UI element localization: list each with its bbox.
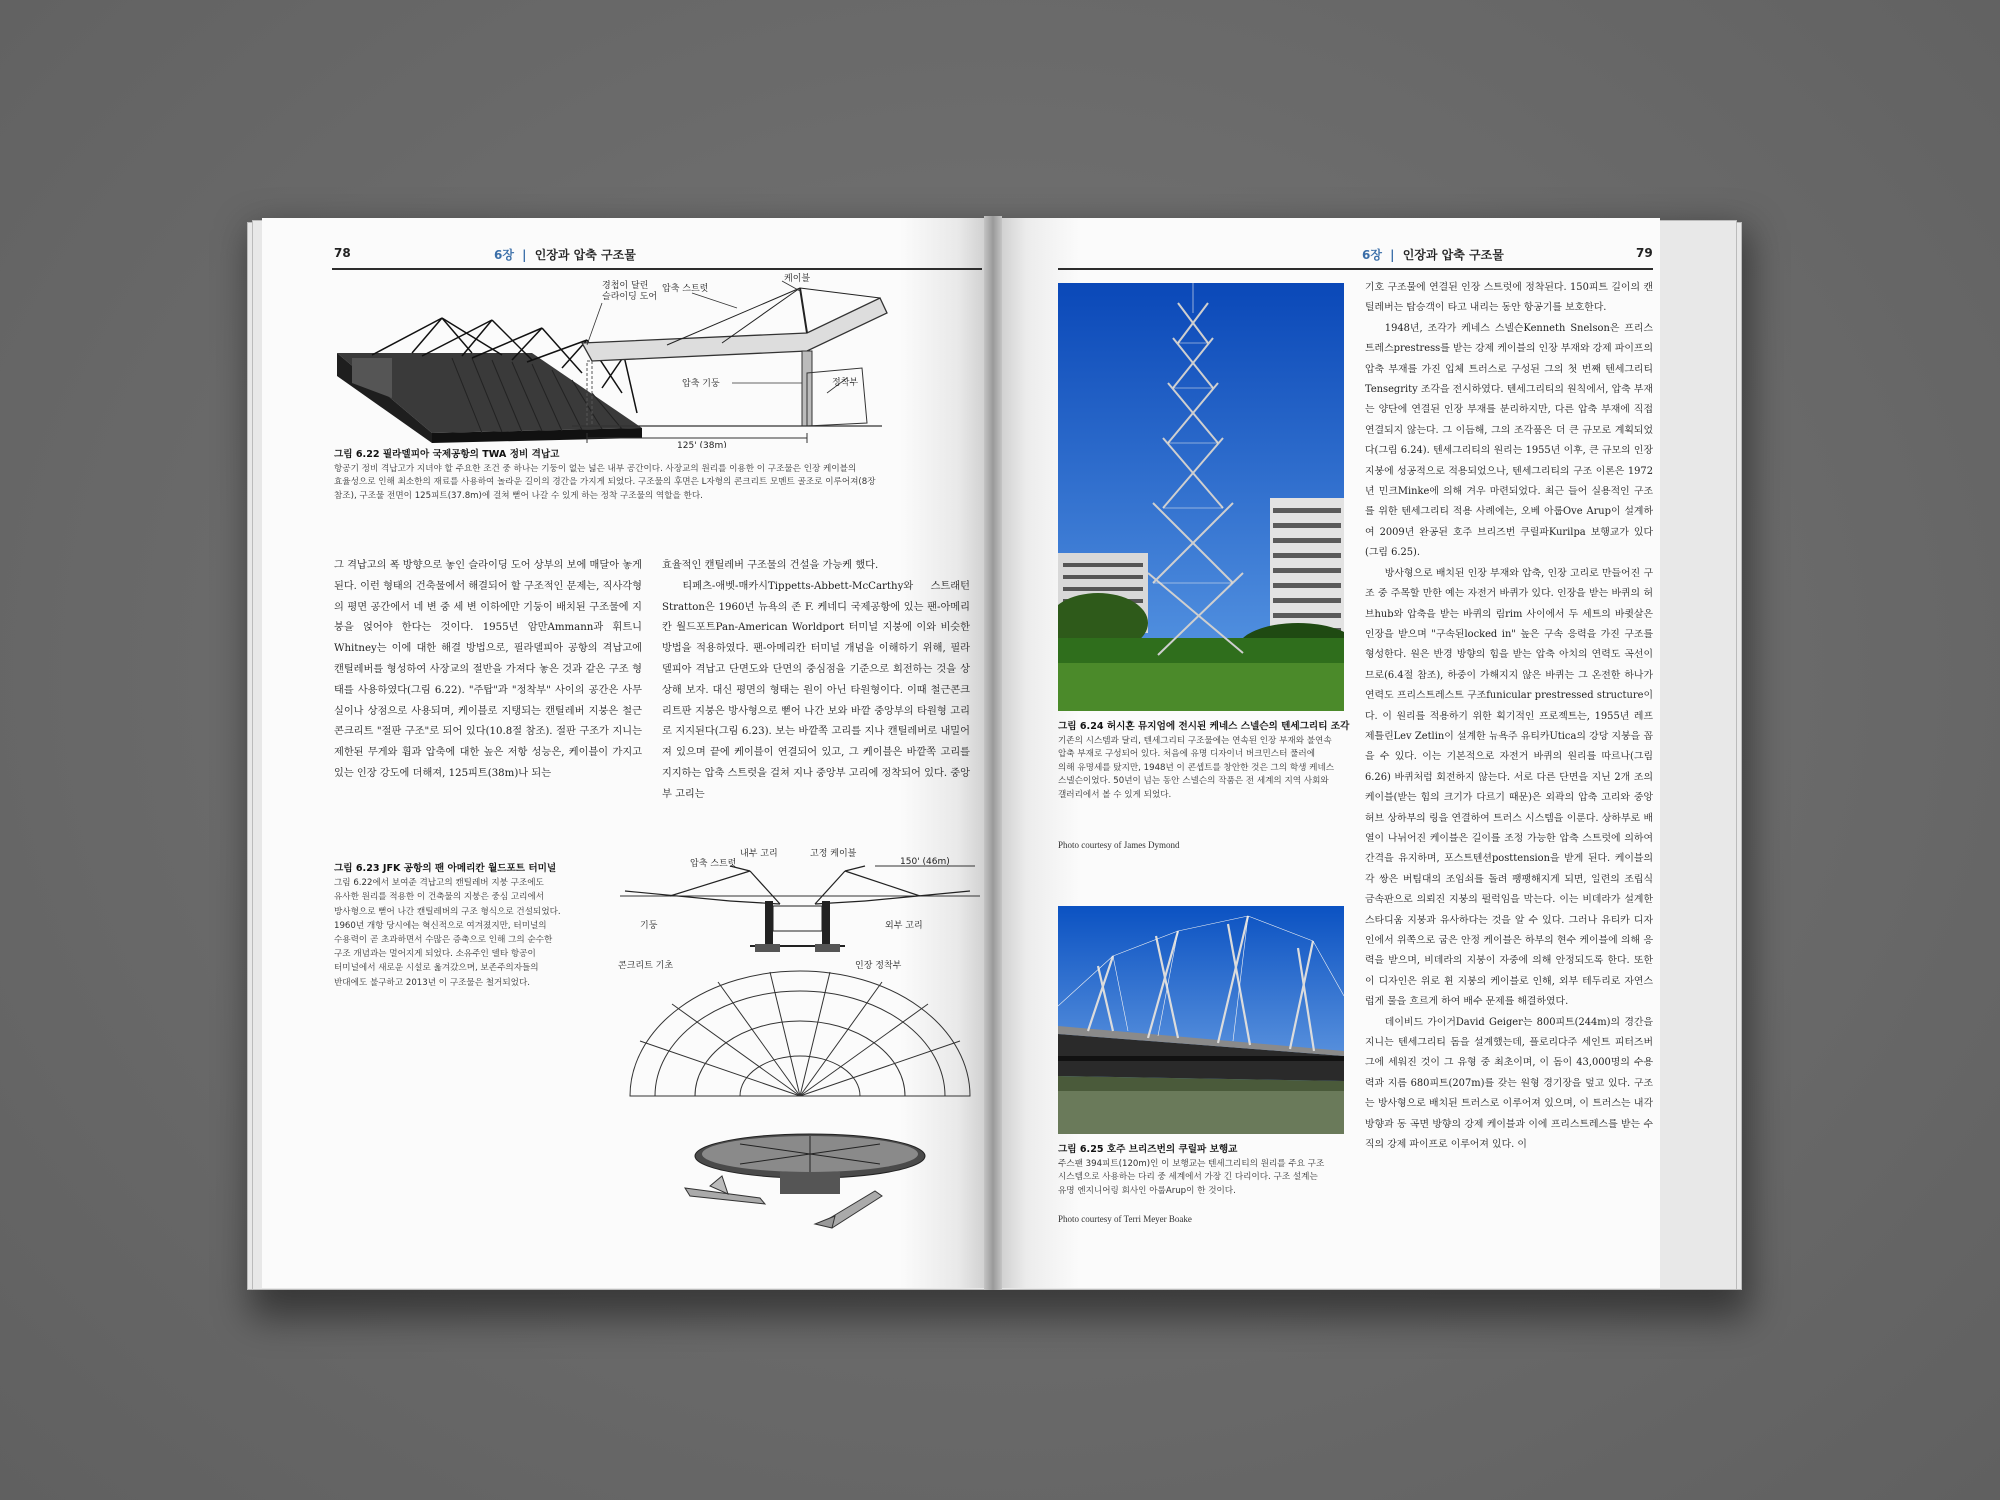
- fig-6-22-caption-title: 그림 6.22 필라델피아 국제공항의 TWA 정비 격납고: [334, 449, 560, 460]
- fig-6-23-caption-line: 터미널에서 새로운 시설로 옮겨갔으며, 보존주의자들의: [334, 963, 539, 974]
- fig-6-22-caption-line: 참조), 구조물 전면이 125피트(37.8m)에 걸쳐 뻗어 나갈 수 있게 하는 정착 구조물의 역할을 한다.: [334, 490, 703, 501]
- fig-6-23-caption-line: 수용력이 곧 초과하면서 수많은 증축으로 인해 그의 순수한: [334, 935, 553, 946]
- fig-6-24-caption-line: 기존의 시스템과 달리, 텐세그리티 구조물에는 연속된 인장 부재와 불연속: [1058, 735, 1332, 746]
- right-header-title: 인장과 압축 구조물: [1402, 248, 1504, 262]
- fig-6-24-caption-line: 갤러리에서 볼 수 있게 되었다.: [1058, 789, 1172, 800]
- fig-6-23-caption-line: 그림 6.22에서 보여준 격납고의 캔틸레버 지붕 구조에도: [334, 878, 544, 889]
- fig-6-23-label-strut: 압축 스트럿: [690, 859, 737, 869]
- fig-6-22-label-cable: 케이블: [784, 274, 811, 284]
- fig-6-24-credit: Photo courtesy of James Dymond: [1058, 840, 1180, 850]
- right-header-rule: [1058, 268, 1653, 270]
- fig-6-22-section-diagram: [562, 273, 922, 448]
- fig-6-23-caption-line: 반대에도 불구하고 2013년 이 구조물은 철거되었다.: [334, 977, 530, 988]
- fig-6-24-caption-line: 스넬슨이었다. 50년이 넘는 동안 스넬슨의 작품은 전 세계의 지역 사회와: [1058, 776, 1329, 787]
- fig-6-24-caption: [1058, 720, 1358, 803]
- fig-6-23-caption-line: 구조 개념과는 멀어지게 되었다. 소유주인 델타 항공이: [334, 949, 536, 960]
- fig-6-25-credit: Photo courtesy of Terri Meyer Boake: [1058, 1214, 1192, 1224]
- fig-6-23-label-fixed-cable: 고정 케이블: [810, 849, 857, 859]
- fig-6-23-caption-line: 방사형으로 뻗어 나간 캔틸레버의 구조 형식으로 건설되었다.: [334, 906, 561, 917]
- right-header: 6장 | 인장과 압축 구조물: [1362, 248, 1504, 262]
- left-page: [262, 218, 987, 1288]
- left-header-rule: [332, 268, 982, 270]
- fig-6-23-label-outer-ring: 외부 고리: [885, 921, 923, 931]
- left-header: 6장 | 인장과 압축 구조물: [494, 248, 636, 262]
- paragraph: 방사형으로 배치된 인장 부재와 압축, 인장 고리로 만들어진 구조 중 주목할 만한 예는 자전거 바퀴가 있다. 인장을 받는 바퀴의 허브hub와 압축을 받는 바퀴의 림rim 사이에서 두 세트의 바큇살은 인장을 받으며 "구속된locked in" 높은 구속 응력을 가진 구조를 형성한다. 원은 반경 방향의 힘을 받는 압축 아치의 연력도 곡선이므로(6.4절 참조), 하중이 가해지지 않은 바퀴는 그 온전한 하나가 연력도 프리스트레스트 구조funicular prestressed structure이다. 이 원리를 적용하기 위한 획기적인 프로젝트는, 1955년 레프 제틀린Lev Zetlin이 설계한 뉴욕주 유티카Utica의 강당 지붕을 꼽을 수 있다. 이는 기본적으로 자전거 바퀴의 원리를 따르나(그림 6.26) 바퀴처럼 회전하지 않는다. 서로 다른 단면을 지닌 2개 조의 케이블(받는 힘의 크기가 다르기 때문)은 외곽의 압축 고리와 중앙 허브 상하부의 링을 연결하여 트러스 시스템을 이룬다. 상하부로 배열이 나뉘어진 케이블은 길이를 조정 가능한 압축 스트럿에 의하여 간격을 유지하며, 포스트텐션posttension을 받게 된다. 케이블의 각 쌍은 버팀대의 조임쇠를 돌려 팽팽해지게 되면, 일련의 조립식 금속판으로 의뢰진 지붕의 펄럭임을 막는다. 이는 비데라가 설계한 스타디움 지붕과 유사하다는 것을 알 수 있다. 그러나 유티카 디자인에서 위쪽으로 굽은 안정 케이블은 하부의 현수 케이블에 의해 응력을 받으며, 비데라의 지붕이 자중에 의해 안정되도록 한다. 또한 이 디자인은 위로 휜 지붕의 케이블로 인해, 외부 테두리로 자연스럽게 물을 흐르게 하여 배수 문제를 해결하였다.: [1365, 567, 1653, 1008]
- paragraph: 티페츠-애벳-매카시Tippetts-Abbett-McCarthy와 스트래턴Stratton은 1960년 뉴욕의 존 F. 케네디 국제공항에 있는 팬-아메리칸 월드포트Pan-American Worldport 터미널 지붕에 이와 비슷한 방법을 적용하였다. 팬-아메리칸 터미널 개념을 이해하기 위해, 필라델피아 격납고 단면도와 단면의 중심점을 기준으로 회전하는 것을 상상해 보자. 대신 평면의 형태는 원이 아닌 타원형이다. 이때 철근콘크리트판 지붕은 방사형으로 뻗어 나간 보와 바깥 중앙부의 타원형 고리로 지지된다(그림 6.23). 보는 바깥쪽 고리를 지나 캔틸레버로 내밀어져 있으며 끝에 케이블이 연결되어 있고, 그 케이블은 바깥쪽 고리를 지지하는 압축 스트럿을 걸쳐 지나 중앙부 고리에 정착되어 있다. 중앙부 고리는: [662, 580, 970, 800]
- fig-6-25-caption-line: 유명 엔지니어링 회사인 아룹Arup이 한 것이다.: [1058, 1185, 1236, 1196]
- fig-6-25-caption-title: 그림 6.25 호주 브리즈번의 쿠릴파 보행교: [1058, 1144, 1238, 1155]
- fig-6-24-caption-title: 그림 6.24 허시혼 뮤지엄에 전시된 케네스 스넬슨의 텐세그리티 조각: [1058, 721, 1350, 732]
- fig-6-22-label-span: 125' (38m): [677, 441, 727, 448]
- left-page-number: 78: [334, 246, 351, 260]
- fig-6-23-label-inner-ring: 내부 고리: [740, 849, 778, 859]
- fig-6-22-label-anchor: 정착부: [832, 378, 859, 388]
- fig-6-23-label-column: 기둥: [640, 921, 658, 931]
- fig-6-22-label-door: 경첩이 달린 슬라이딩 도어: [602, 281, 658, 302]
- fig-6-23-caption-line: 1960년 개항 당시에는 혁신적으로 여겨졌지만, 터미널의: [334, 920, 547, 931]
- fig-6-22-caption-line: 효율성으로 인해 최소한의 재료를 사용하여 놀라운 길이의 경간을 가지게 되었다. 구조물의 후면은 L자형의 콘크리트 모멘트 골조로 이루어져(8장: [334, 477, 876, 488]
- fig-6-25-bridge-photo: [1058, 906, 1344, 1134]
- fig-6-23-label-span: 150' (46m): [900, 857, 950, 867]
- book-spine: [984, 216, 1002, 1290]
- fig-6-23-caption-line: 유사한 원리를 적용한 이 건축물의 지붕은 중심 고리에서: [334, 892, 545, 903]
- right-page: [1000, 218, 1660, 1288]
- fig-6-23-terminal-diagram: [610, 836, 985, 1276]
- fig-6-23-caption-title: 그림 6.23 JFK 공항의 팬 아메리칸 월드포트 터미널: [334, 863, 557, 874]
- paragraph: 그 격납고의 폭 방향으로 놓인 슬라이딩 도어 상부의 보에 매달아 놓게 된다. 이런 형태의 건축물에서 해결되어 할 구조적인 문제는, 직사각형의 평면 공간에서 네 변 중 세 변 이하에만 기둥이 배치된 구조물에 지붕을 얹어야 한다는 것이다. 1955년 암만Ammann과 휘트니Whitney는 이에 대한 해결 방법으로, 필라델피아 공항의 격납고에 캔틸레버를 형성하여 사장교의 절반을 가져다 놓은 것과 같은 구조 형태를 사용하였다(그림 6.22). "주탑"과 "정착부" 사이의 공간은 사무실이나 상점으로 사용되며, 케이블로 지탱되는 캔틸레버 지붕은 철근콘크리트 "절판 구조"로 되어 있다(10.8절 참조). 절판 구조가 지니는 제한된 무게와 휨과 압축에 대한 높은 저항 성능은, 케이블이 가지고 있는 인장 강도에 더해져, 125피트(38m)나 되는: [334, 560, 642, 779]
- fig-6-25-caption-line: 주스팬 394피트(120m)인 이 보행교는 텐세그리티의 원리를 주요 구조: [1058, 1158, 1325, 1169]
- fig-6-25-caption-line: 시스템으로 사용하는 다리 중 세계에서 가장 긴 다리이다. 구조 설계는: [1058, 1172, 1318, 1183]
- fig-6-22-label-strut: 압축 스트럿: [662, 284, 709, 294]
- right-body-column: [1365, 278, 1653, 1155]
- fig-6-22-caption: [334, 448, 974, 503]
- fig-6-24-tensegrity-photo: [1058, 283, 1344, 711]
- fig-6-22-caption-line: 항공기 정비 격납고가 지녀야 할 주요한 조건 중 하나는 기둥이 없는 넓은 내부 공간이다. 사장교의 원리를 이용한 이 구조물은 인장 케이블의: [334, 463, 857, 474]
- paragraph: 기호 구조물에 연결된 인장 스트럿에 정착된다. 150피트 길이의 캔틸레버는 탑승객이 타고 내리는 동안 항공기를 보호한다.: [1365, 282, 1653, 314]
- paragraph: 1948년, 조각가 케네스 스넬슨Kenneth Snelson은 프리스트레스prestress를 받는 강제 케이블의 인장 부재와 강제 파이프의 압축 부재를 가진 입체 트러스로 구성된 그의 첫 번째 텐세그리티Tensegrity 조각을 전시하였다. 텐세그리티의 원칙에서, 압축 부재는 양단에 연결된 인장 부재를 분리하지만, 다른 압축 부재에 직접 연결되지 않는다. 그 이듬해, 그의 조각품은 더 큰 규모로 계획되었다(그림 6.24). 텐세그리티의 원리는 1955년 이후, 큰 규모의 인장 지붕에 성공적으로 적용되었으나, 텐세그리티의 구조 이론은 1972년 민크Minke에 의해 겨우 마련되었다. 최근 들어 실용적인 구조를 위한 텐세그리티 적용 사례에는, 오베 아룹Ove Arup이 설계하여 2009년 완공된 호주 브리즈번 쿠릴파Kurilpa 보행교가 있다(그림 6.25).: [1365, 322, 1653, 559]
- left-body-column-2: [662, 556, 970, 806]
- paragraph: 데이비드 가이거David Geiger는 800피트(244m)의 경간을 지니는 텐세그리티 돔을 설계했는데, 플로리다주 세인트 피터즈버그에 세워진 것이 그 유형 중 최초이며, 이 돔이 43,000명의 수용력과 지름 680피트(207m)를 갖는 원형 경기장을 덮고 있다. 구조는 방사형으로 배치된 트러스로 이루어져 있으며, 이 트러스는 내각 방향과 동 곡면 방향의 강제 케이블과 이에 프리스트레스를 받는 수직의 강제 파이프로 이루어져 있다. 이: [1365, 1016, 1653, 1151]
- fig-6-24-caption-line: 의해 유명세를 탔지만, 1948년 이 콘셉트를 창안한 것은 그의 학생 케네스: [1058, 762, 1335, 773]
- fig-6-24-caption-line: 압축 부재로 구성되어 있다. 처음에 유명 디자이너 버크민스터 풀러에: [1058, 749, 1316, 760]
- fig-6-23-caption: [334, 862, 589, 990]
- left-header-chapter: 6장: [494, 248, 514, 262]
- left-body-column-1: [334, 556, 642, 785]
- fig-6-23-label-footing: 콘크리트 기초: [618, 961, 674, 971]
- fig-6-22-label-column: 압축 기둥: [682, 379, 720, 389]
- right-page-number: 79: [1636, 246, 1653, 260]
- fig-6-23-label-anchor: 인장 정착부: [855, 961, 902, 971]
- fig-6-25-caption: [1058, 1143, 1358, 1198]
- paragraph: 효율적인 캔틸레버 구조물의 건설을 가능케 했다.: [662, 560, 879, 571]
- left-header-title: 인장과 압축 구조물: [534, 248, 636, 262]
- right-header-chapter: 6장: [1362, 248, 1382, 262]
